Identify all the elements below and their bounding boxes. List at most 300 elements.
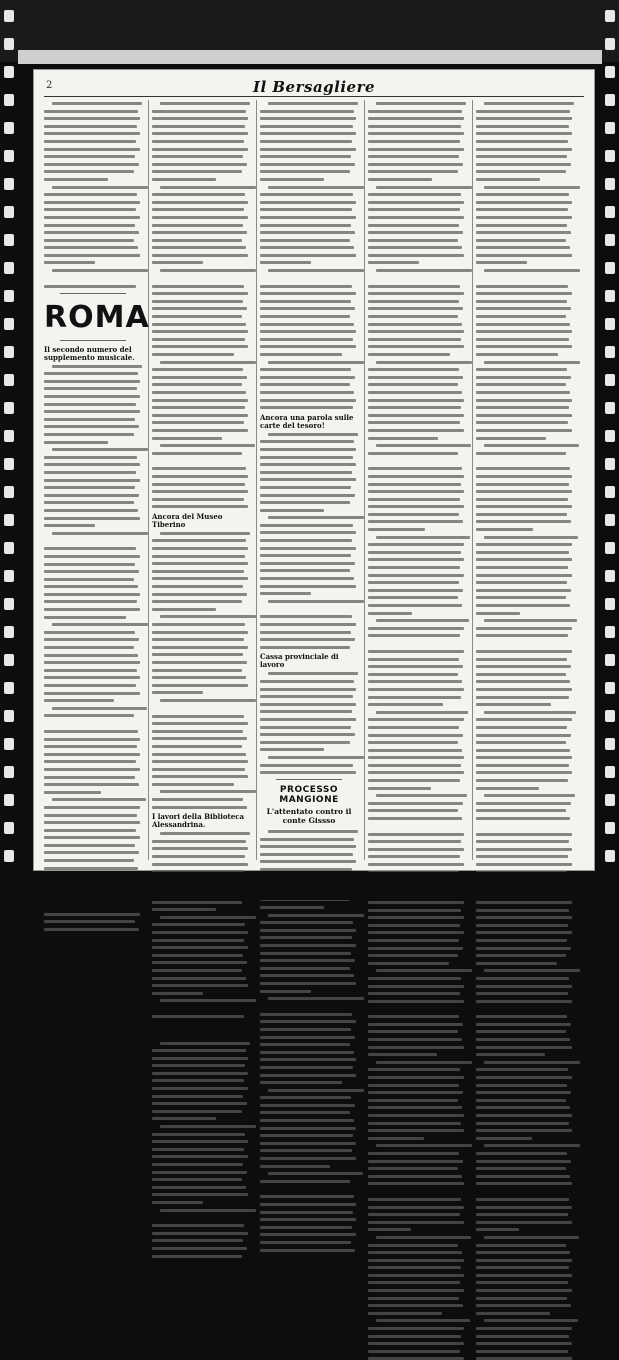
text-line [368, 452, 458, 455]
sprocket-hole [605, 178, 615, 190]
text-line [44, 859, 134, 862]
text-line [260, 463, 356, 466]
text-line [44, 494, 139, 497]
text-line [44, 760, 136, 763]
sprocket-hole [605, 38, 615, 50]
text-line [44, 201, 140, 204]
sprocket-hole [605, 822, 615, 834]
text-line [152, 345, 248, 348]
text-line [476, 452, 566, 455]
text-line [260, 376, 355, 379]
text-line [52, 365, 142, 368]
text-line [368, 703, 443, 706]
text-line [152, 623, 245, 626]
text-line [152, 562, 248, 565]
text-line [368, 924, 460, 927]
text-block [260, 433, 358, 649]
text-line [260, 1203, 356, 1206]
text-line [476, 421, 568, 424]
text-line [368, 1038, 462, 1041]
text-line [160, 999, 256, 1002]
text-line [368, 833, 464, 836]
text-line [152, 753, 246, 756]
text-line [476, 1274, 572, 1277]
text-line [152, 246, 246, 249]
text-line [44, 246, 138, 249]
text-line [368, 376, 463, 379]
text-line [260, 140, 352, 143]
text-line [152, 691, 203, 694]
text-line [376, 444, 471, 447]
text-line [44, 920, 135, 923]
text-line [152, 391, 246, 394]
text-line [260, 929, 356, 932]
text-line [260, 307, 355, 310]
text-line [268, 433, 358, 436]
text-line [476, 1266, 569, 1269]
text-line [476, 1182, 572, 1185]
text-line [260, 448, 356, 451]
column-3 [260, 102, 358, 857]
text-line [476, 985, 572, 988]
text-line [44, 463, 140, 466]
page-number: 2 [46, 80, 53, 91]
text-line [476, 132, 572, 135]
text-line [160, 1209, 256, 1212]
text-line [368, 1160, 463, 1163]
text-line [152, 140, 244, 143]
text-line [44, 768, 140, 771]
text-line [476, 1160, 571, 1163]
text-line [476, 498, 568, 501]
text-line [260, 906, 324, 909]
text-line [260, 1043, 350, 1046]
text-line [476, 1114, 572, 1117]
text-line [368, 132, 464, 135]
text-line [152, 1015, 244, 1018]
text-line [152, 467, 246, 470]
text-line [152, 775, 248, 778]
text-line [476, 977, 569, 980]
text-block [152, 102, 250, 508]
text-line [476, 741, 566, 744]
sprocket-hole [4, 766, 14, 778]
text-line [368, 323, 462, 326]
text-line [152, 368, 243, 371]
text-line [368, 178, 432, 181]
text-line [476, 224, 567, 227]
text-line [260, 680, 354, 683]
text-line [152, 132, 248, 135]
column-4 [368, 102, 466, 857]
text-line [368, 163, 463, 166]
text-line [476, 1038, 570, 1041]
text-line [476, 1053, 545, 1056]
text-line [260, 1218, 356, 1221]
text-line [476, 566, 568, 569]
text-line [368, 110, 462, 113]
text-line [160, 1042, 250, 1045]
text-line [368, 1175, 462, 1178]
text-line [484, 269, 580, 272]
text-line [260, 1211, 353, 1214]
paragraph-gap [476, 459, 574, 467]
text-line [152, 505, 248, 508]
text-line [260, 1020, 356, 1023]
text-line [44, 745, 137, 748]
sprocket-hole [605, 682, 615, 694]
text-line [260, 688, 356, 691]
text-line [476, 1129, 572, 1132]
text-line [368, 513, 459, 516]
text-line [44, 608, 140, 611]
text-line [484, 969, 580, 972]
text-line [476, 1099, 566, 1102]
text-line [368, 437, 438, 440]
text-line [152, 148, 248, 151]
text-line [52, 798, 146, 801]
text-line [476, 513, 567, 516]
sprocket-hole [605, 710, 615, 722]
text-line [368, 909, 461, 912]
text-line [44, 387, 137, 390]
text-line [476, 1198, 569, 1201]
text-line [476, 764, 569, 767]
text-line [476, 1350, 568, 1353]
text-line [152, 585, 243, 588]
text-line [368, 125, 461, 128]
text-line [476, 368, 567, 371]
text-line [368, 779, 460, 782]
text-line [476, 1030, 566, 1033]
text-line [368, 1167, 458, 1170]
text-line [368, 1266, 461, 1269]
sprocket-hole [4, 66, 14, 78]
text-line [260, 990, 311, 993]
text-line [484, 711, 576, 714]
text-line [476, 909, 569, 912]
text-line [376, 1236, 471, 1239]
text-line [260, 944, 356, 947]
text-line [476, 596, 566, 599]
text-line [152, 847, 248, 850]
text-line [260, 170, 350, 173]
paragraph-gap [152, 277, 250, 285]
text-line [368, 345, 464, 348]
sprocket-hole [605, 430, 615, 442]
text-line [44, 699, 114, 702]
text-line [152, 1110, 242, 1113]
text-line [476, 1259, 572, 1262]
text-line [476, 779, 568, 782]
sprocket-hole [4, 738, 14, 750]
text-line [260, 1081, 342, 1084]
sprocket-hole [4, 794, 14, 806]
text-line [476, 483, 569, 486]
text-line [476, 148, 572, 151]
sprocket-hole [4, 626, 14, 638]
paragraph-gap [152, 459, 250, 467]
text-line [368, 718, 464, 721]
sprocket-hole [4, 262, 14, 274]
text-line [476, 353, 558, 356]
text-line [368, 726, 459, 729]
text-line [44, 148, 140, 151]
text-line [368, 285, 460, 288]
text-line [260, 471, 352, 474]
text-line [476, 376, 571, 379]
text-line [44, 224, 135, 227]
text-line [376, 361, 472, 364]
text-line [476, 680, 570, 683]
text-line [484, 1236, 579, 1239]
text-line [152, 155, 243, 158]
text-line [476, 1342, 572, 1345]
text-line [152, 1079, 244, 1082]
text-line [376, 1319, 470, 1322]
text-line [368, 848, 464, 851]
text-line [368, 117, 464, 120]
text-line [260, 1165, 330, 1168]
text-line [260, 1111, 350, 1114]
text-line [152, 475, 248, 478]
article-subhead: Ancora del Museo Tiberino [152, 511, 223, 529]
paragraph-gap [476, 277, 574, 285]
text-line [368, 1099, 458, 1102]
text-line [368, 1281, 460, 1284]
text-line [368, 756, 464, 759]
text-line [368, 1327, 464, 1330]
sprocket-hole [605, 206, 615, 218]
text-line [476, 1076, 572, 1079]
text-line [476, 1228, 519, 1231]
text-line [44, 928, 139, 931]
paragraph-gap [44, 722, 142, 730]
text-block [260, 672, 358, 774]
separator [60, 293, 126, 294]
text-line [484, 102, 574, 105]
text-line [152, 307, 247, 310]
text-line [368, 261, 419, 264]
previous-page-edge [18, 50, 602, 64]
text-line [260, 391, 354, 394]
text-line [152, 954, 243, 957]
text-line [260, 117, 356, 120]
text-line [260, 509, 324, 512]
text-line [260, 733, 355, 736]
text-line [152, 768, 245, 771]
text-line [160, 916, 256, 919]
text-line [152, 923, 245, 926]
text-line [368, 429, 464, 432]
sprocket-hole [4, 514, 14, 526]
text-line [476, 490, 572, 493]
text-line [152, 722, 248, 725]
text-line [368, 1106, 462, 1109]
text-line [476, 1206, 572, 1209]
text-line [152, 1102, 247, 1105]
text-line [260, 860, 356, 863]
sprocket-hole [605, 10, 615, 22]
text-line [152, 661, 247, 664]
text-line [160, 1125, 256, 1128]
sprocket-hole [4, 570, 14, 582]
sprocket-hole [605, 458, 615, 470]
text-line [476, 756, 572, 759]
text-line [368, 1312, 442, 1315]
text-line [476, 155, 567, 158]
text-line [44, 208, 136, 211]
text-line [152, 254, 248, 257]
text-line [44, 524, 95, 527]
paragraph-gap [368, 459, 466, 467]
text-line [152, 193, 245, 196]
sprocket-hole [605, 486, 615, 498]
text-line [368, 992, 460, 995]
text-line [260, 345, 356, 348]
text-line [476, 688, 572, 691]
sprocket-hole [4, 346, 14, 358]
text-line [44, 117, 140, 120]
text-line [268, 997, 364, 1000]
text-line [260, 1142, 356, 1145]
text-line [476, 231, 571, 234]
paragraph-gap [260, 1187, 358, 1195]
text-line [476, 1023, 571, 1026]
text-line [44, 433, 134, 436]
text-line [44, 216, 140, 219]
text-line [476, 208, 568, 211]
text-line [268, 600, 364, 603]
text-line [260, 695, 353, 698]
column-rule [364, 100, 365, 860]
column-rule [256, 100, 257, 860]
text-line [44, 395, 140, 398]
text-line [476, 551, 569, 554]
text-line [44, 163, 139, 166]
sprocket-hole [605, 346, 615, 358]
text-line [152, 125, 245, 128]
text-line [476, 467, 570, 470]
text-line [152, 117, 248, 120]
text-line [44, 714, 134, 717]
text-line [260, 285, 352, 288]
text-line [476, 140, 568, 143]
text-line [368, 650, 464, 653]
article-subhead: Cassa provinciale di lavoro [260, 652, 339, 670]
text-line [368, 140, 460, 143]
text-line [368, 840, 461, 843]
text-line [152, 961, 247, 964]
text-line [260, 539, 352, 542]
text-line [484, 444, 579, 447]
sprocket-hole [4, 458, 14, 470]
text-line [476, 323, 570, 326]
text-line [44, 380, 140, 383]
text-line [476, 840, 569, 843]
text-line [260, 208, 352, 211]
text-line [368, 696, 461, 699]
text-line [152, 178, 216, 181]
text-line [44, 261, 95, 264]
text-line [152, 1224, 244, 1227]
text-line [260, 703, 356, 706]
text-line [44, 425, 139, 428]
text-line [368, 1342, 464, 1345]
text-line [260, 1074, 356, 1077]
sprocket-hole [605, 654, 615, 666]
text-line [152, 201, 248, 204]
text-line [368, 254, 464, 257]
text-line [44, 547, 136, 550]
text-line [368, 558, 464, 561]
text-line [152, 715, 244, 718]
text-line [260, 148, 356, 151]
text-line [476, 627, 572, 630]
text-line [476, 1167, 566, 1170]
text-line [152, 1171, 247, 1174]
text-line [376, 619, 469, 622]
text-line [268, 269, 364, 272]
text-line [476, 1297, 567, 1300]
text-line [260, 1127, 356, 1130]
paragraph-gap [152, 707, 250, 715]
text-line [368, 1129, 464, 1132]
text-line [44, 684, 136, 687]
scan-bottom-strip [0, 872, 619, 900]
text-line [44, 517, 140, 520]
text-line [260, 562, 355, 565]
text-line [260, 936, 352, 939]
sprocket-hole [4, 234, 14, 246]
text-line [368, 787, 431, 790]
text-line [152, 1057, 248, 1060]
text-line [152, 429, 248, 432]
text-line [368, 148, 464, 151]
text-line [368, 1244, 458, 1247]
text-line [260, 531, 356, 534]
text-line [260, 254, 356, 257]
text-line [368, 224, 459, 227]
text-line [44, 239, 134, 242]
text-line [368, 680, 462, 683]
text-line [368, 741, 458, 744]
article-subhead: Società geografica italiana [152, 1021, 225, 1039]
text-line [476, 1335, 569, 1338]
masthead [34, 76, 594, 98]
text-line [260, 125, 353, 128]
text-line [152, 1087, 248, 1090]
column-rule [148, 100, 149, 860]
separator [276, 779, 342, 780]
text-block [152, 532, 250, 809]
text-line [476, 787, 539, 790]
text-line [476, 718, 572, 721]
text-line [44, 913, 140, 916]
newspaper-title: Il Bersagliere [252, 78, 376, 96]
text-line [152, 323, 246, 326]
text-line [368, 1213, 460, 1216]
text-line [368, 246, 462, 249]
paragraph-gap [260, 1005, 358, 1013]
text-line [476, 726, 567, 729]
text-line [44, 471, 136, 474]
text-line [152, 969, 242, 972]
text-line [44, 791, 101, 794]
text-line [476, 1175, 570, 1178]
text-line [260, 845, 356, 848]
text-line [152, 760, 248, 763]
